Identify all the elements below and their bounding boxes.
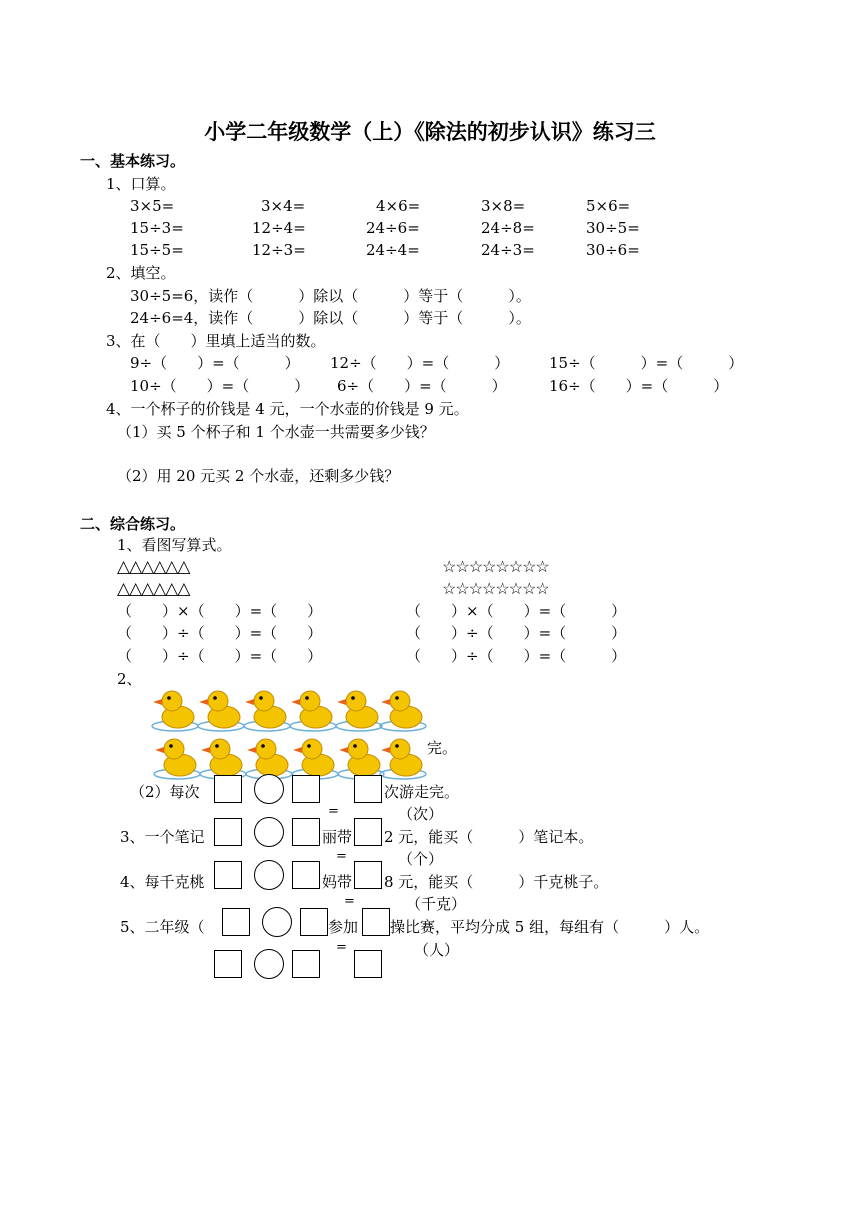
calc-item: 5×6= — [586, 197, 631, 215]
calc-item: 24÷4= — [366, 241, 420, 259]
equals-sign: = — [336, 940, 347, 955]
q4-sub1: （1）买 5 个杯子和 1 个水壶一共需要多少钱？ — [117, 423, 435, 441]
q4-sub2: （2）用 20 元买 2 个水壶，还剩多少钱？ — [117, 467, 400, 485]
q4-fragment: 4、每千克桃 — [120, 873, 205, 891]
duck-icon — [288, 686, 338, 734]
duck-icon — [152, 734, 202, 782]
page-title: 小学二年级数学（上）《除法的初步认识》练习三 — [204, 120, 656, 144]
fill-number-item: 9÷（ ）=（ ） — [130, 354, 300, 372]
equals-sign: = — [344, 894, 355, 909]
q3-fragment: 3、一个笔记 — [120, 828, 205, 846]
calc-item: 12÷3= — [252, 241, 306, 259]
q3-fragment: 2 元，能买（ ）笔记本。 — [384, 828, 594, 846]
answer-box[interactable] — [292, 818, 320, 846]
triangle-row: △△△△△△ — [117, 579, 190, 599]
q5-fragment: 操比赛，平均分成 5 组，每组有（ ）人。 — [390, 918, 710, 936]
equation-blank: （ ）×（ ）=（ ） — [117, 602, 323, 620]
duck-icon — [242, 686, 292, 734]
fill-blank-line: 24÷6=4，读作（ ）除以（ ）等于（ ）。 — [130, 309, 531, 327]
answer-box[interactable] — [354, 861, 382, 889]
answer-box[interactable] — [354, 950, 382, 978]
unit-label: （次） — [398, 805, 444, 823]
unit-label: （千克） — [406, 895, 467, 913]
q4-label: 4、一个杯子的价钱是 4 元，一个水壶的价钱是 9 元。 — [106, 400, 469, 418]
answer-box[interactable] — [214, 818, 242, 846]
answer-box[interactable] — [222, 908, 250, 936]
fill-number-item: 15÷（ ）=（ ） — [549, 354, 744, 372]
answer-box[interactable] — [214, 950, 242, 978]
answer-box[interactable] — [292, 861, 320, 889]
answer-box[interactable] — [354, 775, 382, 803]
answer-box[interactable] — [214, 775, 242, 803]
fill-number-item: 12÷（ ）=（ ） — [330, 354, 510, 372]
unit-label: （个） — [398, 850, 444, 868]
calc-item: 30÷5= — [586, 219, 640, 237]
answer-box[interactable] — [300, 908, 328, 936]
operator-circle[interactable] — [254, 860, 284, 890]
answer-box[interactable] — [354, 818, 382, 846]
duck-icon — [378, 686, 428, 734]
q1-label: 1、口算。 — [106, 175, 176, 193]
answer-box[interactable] — [292, 950, 320, 978]
fill-number-item: 6÷（ ）=（ ） — [337, 377, 507, 395]
calc-item: 15÷3= — [130, 219, 184, 237]
fill-number-item: 16÷（ ）=（ ） — [549, 377, 729, 395]
section1-heading: 一、基本练习。 — [80, 152, 186, 170]
answer-box[interactable] — [292, 775, 320, 803]
q4-fragment: 8 元，能买（ ）千克桃子。 — [384, 873, 609, 891]
operator-circle[interactable] — [254, 949, 284, 979]
answer-box[interactable] — [214, 861, 242, 889]
star-row: ☆☆☆☆☆☆☆☆ — [442, 557, 549, 576]
q5-fragment: 参加 — [328, 918, 359, 936]
equation-blank: （ ）÷（ ）=（ ） — [117, 624, 323, 642]
calc-item: 4×6= — [376, 197, 421, 215]
q3-fragment: 丽带 — [322, 828, 353, 846]
section2-heading: 二、综合练习。 — [80, 515, 186, 533]
s2-q1-label: 1、看图写算式。 — [117, 536, 232, 554]
star-row: ☆☆☆☆☆☆☆☆ — [442, 579, 549, 598]
calc-item: 24÷8= — [481, 219, 535, 237]
duck-icon — [196, 686, 246, 734]
equation-blank: （ ）÷（ ）=（ ） — [117, 647, 323, 665]
calc-item: 3×4= — [261, 197, 306, 215]
equation-blank: （ ）÷（ ）=（ ） — [406, 624, 627, 642]
q2-fragment: （2）每次 — [130, 783, 200, 801]
calc-item: 24÷3= — [481, 241, 535, 259]
equals-sign: = — [328, 804, 339, 819]
answer-box[interactable] — [362, 908, 390, 936]
q2-label: 2、填空。 — [106, 264, 176, 282]
operator-circle[interactable] — [254, 774, 284, 804]
calc-item: 3×5= — [130, 197, 175, 215]
s2-q2-label: 2、 — [117, 670, 142, 688]
q5-fragment: 5、二年级（ — [120, 918, 205, 936]
q2-fragment: 完。 — [427, 739, 458, 757]
operator-circle[interactable] — [254, 817, 284, 847]
q3-label: 3、在（ ）里填上适当的数。 — [106, 332, 326, 350]
duck-icon — [378, 734, 428, 782]
q2-fragment: 次游走完。 — [384, 783, 460, 801]
duck-icon — [334, 686, 384, 734]
equation-blank: （ ）×（ ）=（ ） — [406, 602, 627, 620]
calc-item: 12÷4= — [252, 219, 306, 237]
duck-icon — [150, 686, 200, 734]
triangle-row: △△△△△△ — [117, 557, 190, 577]
fill-blank-line: 30÷5=6，读作（ ）除以（ ）等于（ ）。 — [130, 287, 531, 305]
equals-sign: = — [336, 849, 347, 864]
calc-item: 3×8= — [481, 197, 526, 215]
unit-label: （人） — [414, 941, 460, 959]
operator-circle[interactable] — [262, 907, 292, 937]
q4-fragment: 妈带 — [322, 873, 353, 891]
equation-blank: （ ）÷（ ）=（ ） — [406, 647, 627, 665]
calc-item: 24÷6= — [366, 219, 420, 237]
calc-item: 30÷6= — [586, 241, 640, 259]
fill-number-item: 10÷（ ）=（ ） — [130, 377, 310, 395]
calc-item: 15÷5= — [130, 241, 184, 259]
